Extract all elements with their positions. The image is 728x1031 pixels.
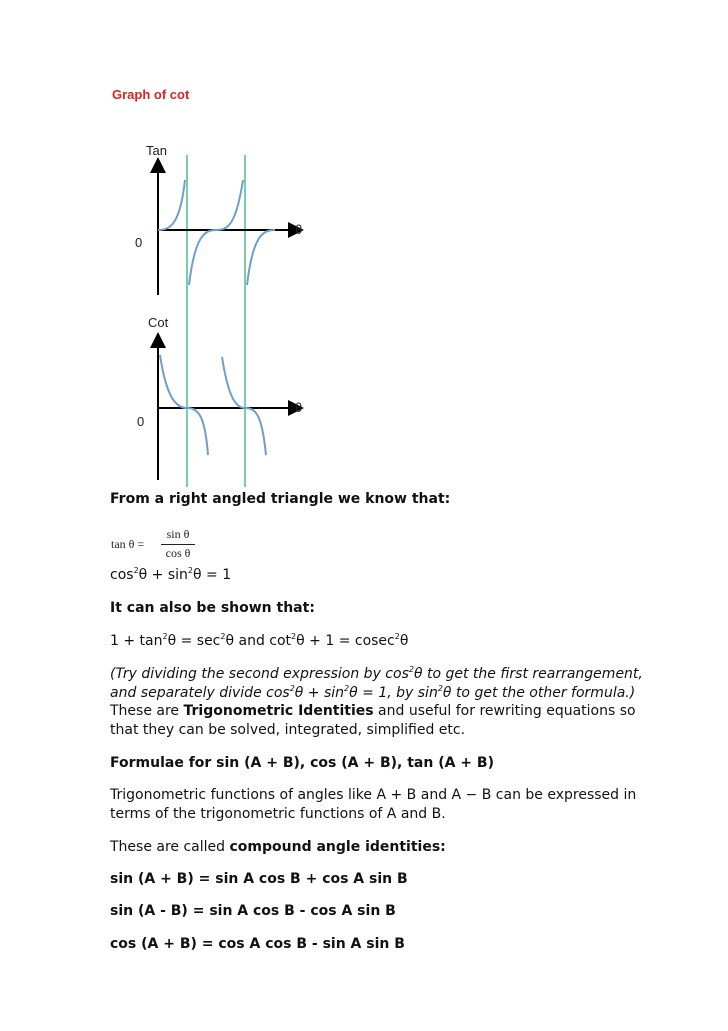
cot-curve-1	[160, 355, 208, 455]
cot-axis-label: Cot	[148, 315, 169, 330]
compound-paragraph-line-1: Trigonometric functions of angles like A + B and A − B can be expressed in	[110, 787, 637, 803]
triangle-intro: From a right angled triangle we know that:	[110, 491, 451, 507]
tan-cot-graphs	[110, 135, 330, 490]
identity-pythagorean: $\cos^2\theta + \sin^2\theta = 1$	[110, 566, 232, 583]
tan-theta-label: θ	[295, 222, 303, 237]
identities-paragraph-line-1: These are Trigonometric Identities and useful for rewriting equations so	[110, 703, 636, 719]
tan-fraction-lhs: tan θ =	[111, 537, 145, 551]
tan-origin-label: 0	[135, 235, 143, 250]
hint-line-2: and separately divide $\cos^2\theta + \sin^2\theta = 1$, by $\sin^2\theta$ to get the other formula.)	[110, 684, 636, 701]
identity-sec-cosec: $1 + \tan^2\theta = \sec^2\theta$ and $\cot^2\theta + 1 = cosec^2\theta$	[110, 632, 409, 649]
also-shown-heading: It can also be shown that:	[110, 600, 315, 616]
formula-sin-sum: sin (A + B) = sin A cos B + cos A sin B	[110, 871, 408, 887]
tan-curve-2	[189, 180, 243, 285]
tan-fraction-numerator: sin θ	[166, 527, 190, 541]
graph-title: Graph of cot	[112, 87, 190, 102]
cot-curve-2	[222, 357, 266, 455]
compound-intro: These are called compound angle identities:	[110, 839, 446, 855]
tan-curve-1	[158, 180, 185, 230]
fraction-bar	[161, 544, 195, 545]
section-heading: Formulae for sin (A + B), cos (A + B), tan (A + B)	[110, 755, 494, 771]
hint-line-1: (Try dividing the second expression by $\cos^2\theta$ to get the first rearrangement,	[110, 665, 643, 682]
compound-paragraph-line-2: terms of the trigonometric functions of A and B.	[110, 806, 446, 822]
identities-paragraph-line-2: that they can be solved, integrated, simplified etc.	[110, 722, 466, 738]
formula-sin-diff: sin (A - B) = sin A cos B - cos A sin B	[110, 903, 396, 919]
tan-curve-3	[247, 230, 275, 285]
tan-fraction-denominator: cos θ	[165, 546, 191, 560]
cot-origin-label: 0	[137, 414, 145, 429]
cot-theta-label: θ	[295, 400, 303, 415]
formula-cos-sum: cos (A + B) = cos A cos B - sin A sin B	[110, 936, 405, 952]
tan-axis-label: Tan	[146, 143, 167, 158]
